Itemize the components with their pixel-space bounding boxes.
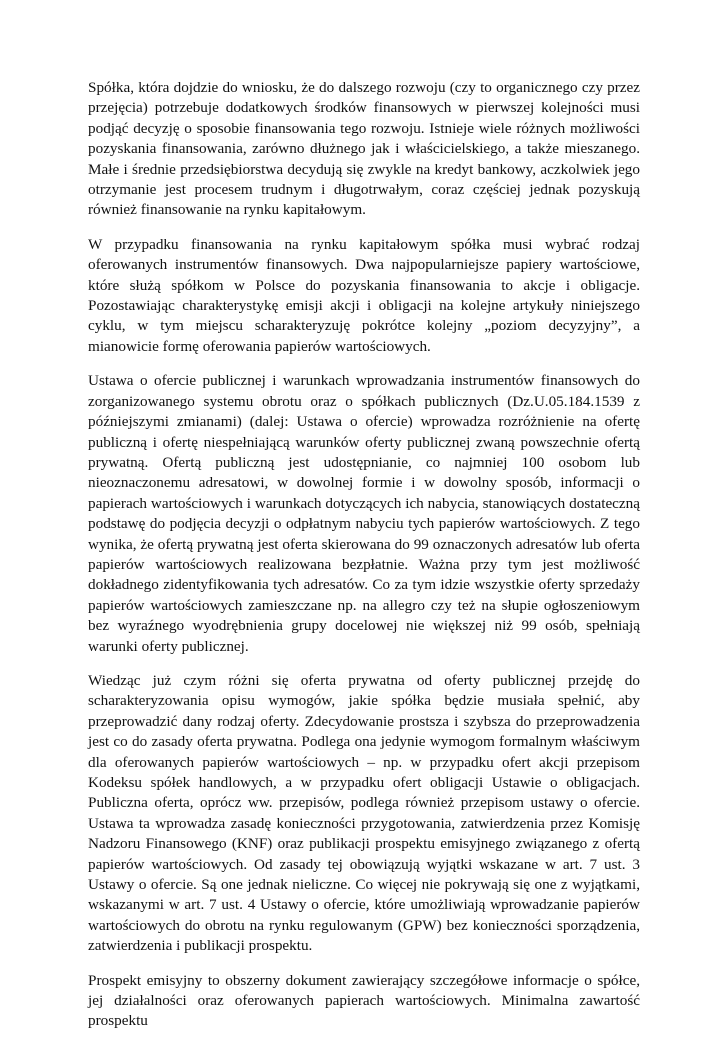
paragraph-2: W przypadku finansowania na rynku kapitałowym spółka musi wybrać rodzaj oferowanych instrumentów finansowych. Dwa najpopularniejsze papiery wartościowe, które służą spółkom w Polsce do pozyskania finansowania to akcje i obligacje. Pozostawiając charakterystykę emisji akcji i obligacji na kolejne artykuły niniejszego cyklu, w tym miejscu scharakteryzuję pokrótce kolejny „poziom decyzyjny”, a mianowicie formę oferowania papierów wartościowych. <box>88 235 640 355</box>
paragraph-4: Wiedząc już czym różni się oferta prywatna od oferty publicznej przejdę do scharakteryzowania opisu wymogów, jakie spółka będzie musiała spełnić, aby przeprowadzić dany rodzaj oferty. Zdecydowanie prostsza i szybsza do przeprowadzenia jest co do zasady oferta prywatna. Podlega ona jedynie wymogom formalnym właściwym dla oferowanych papierów wartościowych – np. w przypadku ofert akcji przepisom Kodeksu spółek handlowych, a w przypadku ofert obligacji Ustawie o obligacjach. Publiczna oferta, oprócz ww. przepisów, podlega również przepisom ustawy o ofercie. Ustawa ta wprowadza zasadę konieczności przygotowania, zatwierdzenia przez Komisję Nadzoru Finansowego (KNF) oraz publikacji prospektu emisyjnego związanego z ofertą papierów wartościowych. Od zasady tej obowiązują wyjątki wskazane w art. 7 ust. 3 Ustawy o ofercie. Są one jednak nieliczne. Co więcej nie pokrywają się one z wyjątkami, wskazanymi w art. 7 ust. 4 Ustawy o ofercie, które umożliwiają wprowadzanie papierów wartościowych do obrotu na rynku regulowanym (GPW) bez konieczności sporządzenia, zatwierdzenia i publikacji prospektu. <box>88 671 640 955</box>
paragraph-1: Spółka, która dojdzie do wniosku, że do dalszego rozwoju (czy to organicznego czy przez przejęcia) potrzebuje dodatkowych środków finansowych w pierwszej kolejności musi podjąć decyzję o sposobie finansowania tego rozwoju. Istnieje wiele różnych możliwości pozyskania finansowania, zarówno dłużnego jak i właścicielskiego, a także mieszanego. Małe i średnie przedsiębiorstwa decydują się zwykle na kredyt bankowy, aczkolwiek jego otrzymanie jest procesem trudnym i długotrwałym, coraz częściej jednak pozyskują również finansowanie na rynku kapitałowym. <box>88 79 640 219</box>
paragraph-3: Ustawa o ofercie publicznej i warunkach wprowadzania instrumentów finansowych do zorganizowanego systemu obrotu oraz o spółkach publicznych (Dz.U.05.184.1539 z późniejszymi zmianami) (dalej: Ustawa o ofercie) wprowadza rozróżnienie na ofertę publiczną i ofertę niespełniającą warunków oferty publicznej zwaną powszechnie ofertą prywatną. Ofertą publiczną jest udostępnianie, co najmniej 100 osobom lub nieoznaczonemu adresatowi, w dowolnej formie i w dowolny sposób, informacji o papierach wartościowych i warunkach dotyczących ich nabycia, stanowiących dostateczną podstawę do podjęcia decyzji o odpłatnym nabyciu tych papierów wartościowych. Z tego wynika, że ofertą prywatną jest oferta skierowana do 99 oznaczonych adresatów lub oferta papierów wartościowych realizowana bezpłatnie. Ważna przy tym jest możliwość dokładnego zidentyfikowania tych adresatów. Co za tym idzie wszystkie oferty sprzedaży papierów wartościowych zamieszczane np. na allegro czy też na słupie ogłoszeniowym bez wyraźnego wyodrębnienia grupy docelowej nie większej niż 99 osób, spełniają warunki oferty publicznej. <box>88 372 640 655</box>
document-page <box>88 78 640 1046</box>
paragraph-5: Prospekt emisyjny to obszerny dokument zawierający szczegółowe informacje o spółce, jej działalności oraz oferowanych papierach wartościowych. Minimalna zawartość prospektu <box>88 971 640 1030</box>
